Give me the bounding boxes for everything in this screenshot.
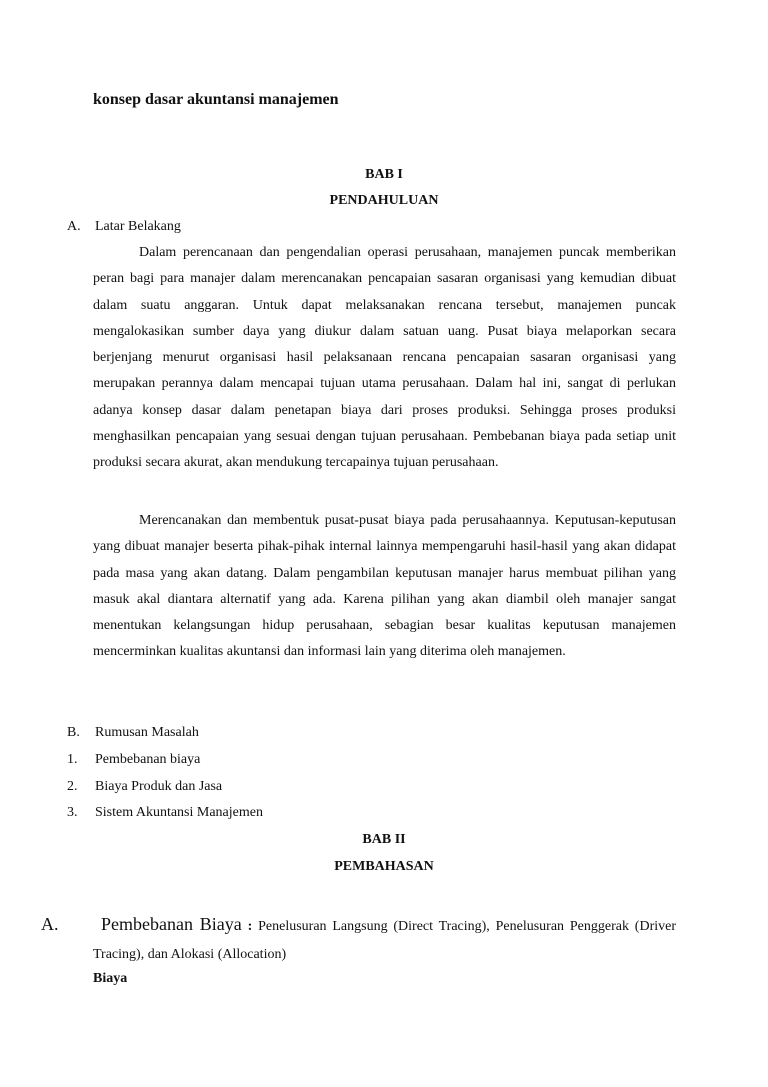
list-item-text: Biaya Produk dan Jasa — [95, 779, 223, 794]
chapter-1-title: PENDAHULUAN — [329, 193, 439, 208]
section-2a-title: Pembebanan Biaya — [101, 914, 242, 934]
list-item — [67, 752, 200, 768]
list-item-text: Sistem Akuntansi Manajemen — [95, 805, 263, 820]
section-2a-heading — [41, 910, 676, 969]
subheading-biaya: Biaya — [93, 971, 128, 986]
list-item-number: 2. — [67, 779, 78, 794]
section-a-heading — [67, 219, 181, 235]
chapter-2-number: BAB II — [362, 832, 406, 847]
paragraph-2: Merencanakan dan membentuk pusat-pusat biaya pada perusahaannya. Keputusan-keputusan yang dibuat manajer beserta pihak-pihak internal lainnya mempengaruhi hasil-hasil yang akan didapat pada masa yang akan datang. Dalam pengambilan keputusan manajer harus membuat pilihan yang masuk akal diantara alternatif yang ada. Karena pilihan yang akan diambil oleh manajer sangat menentukan kelangsungan hidup perusahaan, sebagian besar kualitas keputusan manajemen mencerminkan kualitas akuntansi dan informasi lain yang diterima oleh manajemen. — [93, 513, 676, 660]
section-b-label: B. — [67, 725, 80, 740]
list-item-text: Pembebanan biaya — [95, 752, 201, 767]
list-item-number: 3. — [67, 805, 78, 820]
section-2a-label: A. — [41, 914, 59, 934]
list-item — [67, 779, 222, 795]
list-item-number: 1. — [67, 752, 78, 767]
section-b-title: Rumusan Masalah — [95, 725, 199, 740]
section-b-heading — [67, 725, 199, 741]
section-2a-text: Penelusuran Langsung (Direct Tracing), Penelusuran Penggerak (Driver Tracing), dan Alokasi (Allocation) — [93, 919, 676, 962]
section-a-title: Latar Belakang — [95, 219, 181, 234]
section-2a-separator: : — [247, 919, 253, 934]
paragraph-1: Dalam perencanaan dan pengendalian operasi perusahaan, manajemen puncak memberikan peran bagi para manajer dalam merencanakan pencapaian sasaran organisasi yang kemudian dibuat dalam suatu anggaran. Untuk dapat melaksanakan rencana tersebut, manajemen puncak mengalokasikan sumber daya yang diukur dalam satuan uang. Pusat biaya melaporkan secara berjenjang menurut organisasi hasil pelaksanaan rencana pencapaian sasaran organisasi yang merupakan perannya dalam mencapai tujuan utama perusahaan. Dalam hal ini, sangat di perlukan adanya konsep dasar dalam penetapan biaya dari proses produksi. Sehingga proses produksi menghasilkan pencapaian yang sesuai dengan tujuan perusahaan. Pembebanan biaya pada setiap unit produksi secara akurat, akan mendukung tercapainya tujuan perusahaan. — [93, 245, 676, 471]
section-a-label: A. — [67, 219, 81, 234]
chapter-1-number: BAB I — [365, 167, 403, 182]
document-title: konsep dasar akuntansi manajemen — [93, 91, 339, 108]
list-item — [67, 805, 263, 821]
chapter-2-title: PEMBAHASAN — [334, 859, 434, 874]
